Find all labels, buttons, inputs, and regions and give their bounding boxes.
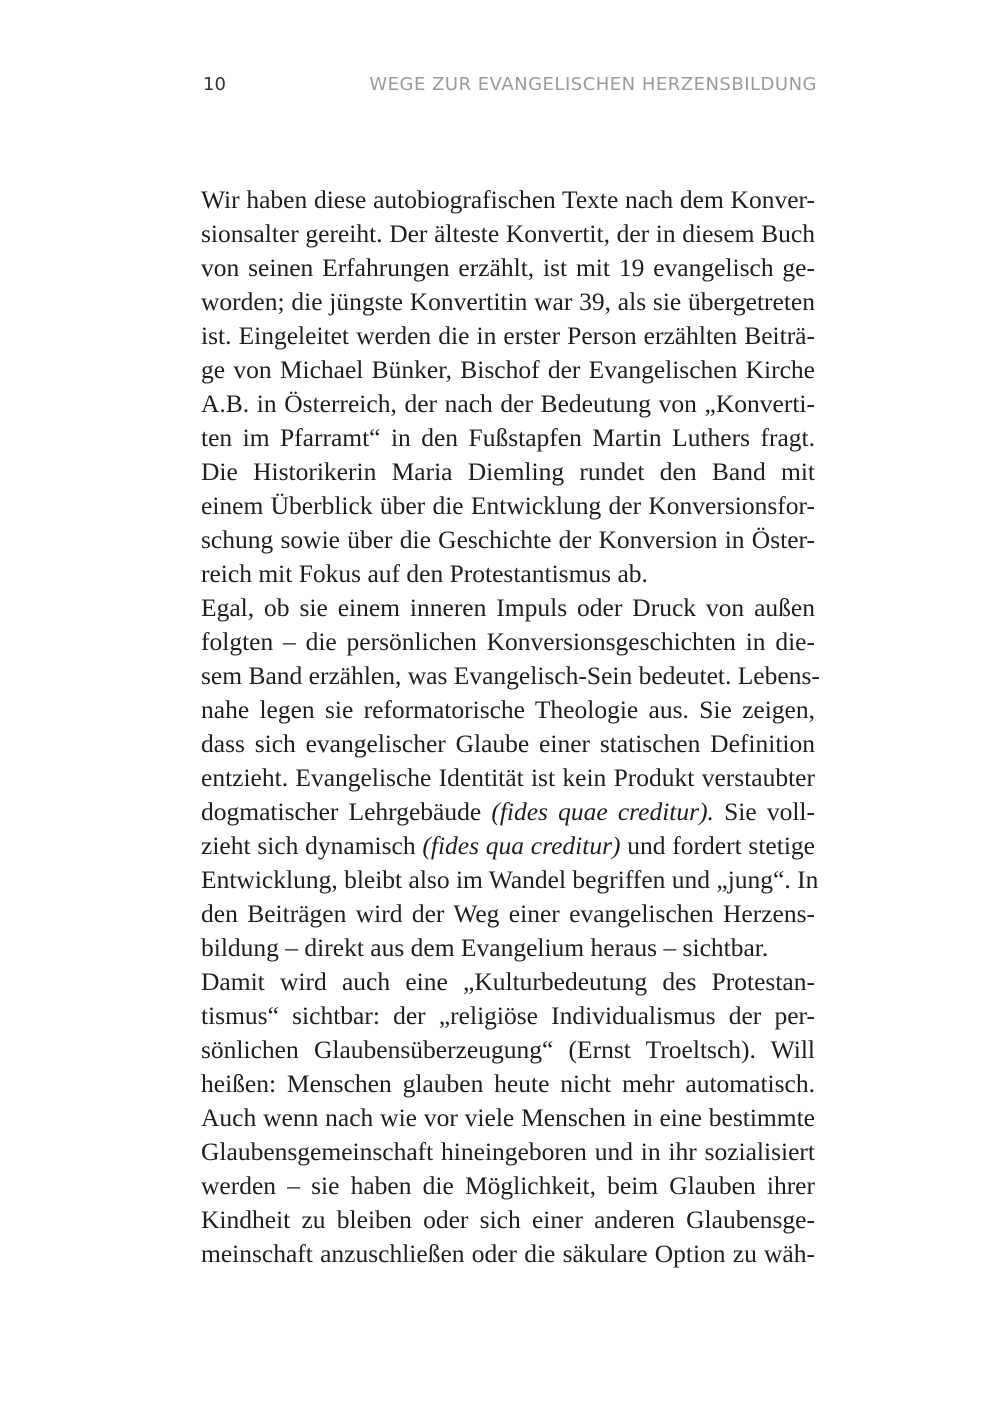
text-line: Wir haben diese autobiografischen Texte nach dem Konver-: [201, 185, 815, 214]
text-line: werden – sie haben die Möglichkeit, beim Glauben ihrer: [201, 1171, 815, 1200]
text-line: heißen: Menschen glauben heute nicht mehr automatisch.: [201, 1069, 815, 1098]
text-segment: und fordert stetige: [620, 831, 815, 860]
text-line: Egal, ob sie einem inneren Impuls oder Druck von außen: [201, 593, 815, 622]
text-line: den Beiträgen wird der Weg einer evangelischen Herzens-: [201, 899, 815, 928]
text-line: ge von Michael Bünker, Bischof der Evangelischen Kirche: [201, 355, 815, 384]
text-line: sem Band erzählen, was Evangelisch-Sein bedeutet. Lebens-: [201, 661, 820, 690]
text-line: ist. Eingeleitet werden die in erster Person erzählten Beiträ-: [201, 321, 815, 350]
text-line: Entwicklung, bleibt also im Wandel begriffen und „jung“. In: [201, 865, 819, 894]
text-line-with-italic: [201, 795, 815, 829]
text-line: einem Überblick über die Entwicklung der Konversionsfor-: [201, 491, 815, 520]
text-line: von seinen Erfahrungen erzählt, ist mit 19 evangelisch ge-: [201, 253, 815, 282]
text-line: meinschaft anzuschließen oder die säkulare Option zu wäh-: [201, 1239, 815, 1268]
text-line: entzieht. Evangelische Identität ist kein Produkt verstaubter: [201, 763, 815, 792]
text-line: nahe legen sie reformatorische Theologie aus. Sie zeigen,: [201, 695, 815, 724]
text-line: tismus“ sichtbar: der „religiöse Individualismus der per-: [201, 1001, 815, 1030]
text-line: Die Historikerin Maria Diemling rundet den Band mit: [201, 457, 815, 486]
text-line: ten im Pfarramt“ in den Fußstapfen Martin Luthers fragt.: [201, 423, 815, 452]
text-segment: zieht sich dynamisch: [201, 831, 423, 860]
text-segment: dogmatischer Lehrgebäude: [201, 797, 492, 826]
paragraph-end-line: bildung – direkt aus dem Evangelium heraus – sichtbar.: [201, 933, 769, 962]
latin-phrase: (fides qua creditur): [422, 831, 621, 860]
text-line-with-italic: [201, 829, 815, 863]
text-line: Damit wird auch eine „Kulturbedeutung des Protestan-: [201, 967, 815, 996]
text-line: Glaubensgemeinschaft hineingeboren und in ihr sozialisiert: [201, 1137, 815, 1166]
text-line: worden; die jüngste Konvertitin war 39, als sie übergetreten: [201, 287, 815, 316]
page-number: 10: [203, 74, 226, 95]
latin-phrase: (fides quae creditur).: [491, 797, 714, 826]
text-line: sionsalter gereiht. Der älteste Konvertit, der in diesem Buch: [201, 219, 815, 248]
running-title: WEGE ZUR EVANGELISCHEN HERZENSBILDUNG: [369, 74, 817, 95]
text-line: schung sowie über die Geschichte der Konversion in Öster-: [201, 525, 815, 554]
text-line: dass sich evangelischer Glaube einer statischen Definition: [201, 729, 815, 758]
text-line: Auch wenn nach wie vor viele Menschen in eine bestimmte: [201, 1103, 815, 1132]
body-text: [201, 183, 820, 1271]
paragraph-end-line: reich mit Fokus auf den Protestantismus ab.: [201, 559, 648, 588]
text-line: A.B. in Österreich, der nach der Bedeutung von „Konverti-: [201, 389, 815, 418]
text-line: sönlichen Glaubensüberzeugung“ (Ernst Troeltsch). Will: [201, 1035, 815, 1064]
text-line: folgten – die persönlichen Konversionsgeschichten in die-: [201, 627, 815, 656]
text-line: Kindheit zu bleiben oder sich einer anderen Glaubensge-: [201, 1205, 815, 1234]
running-head: [203, 72, 817, 98]
text-segment: Sie voll-: [713, 797, 815, 826]
